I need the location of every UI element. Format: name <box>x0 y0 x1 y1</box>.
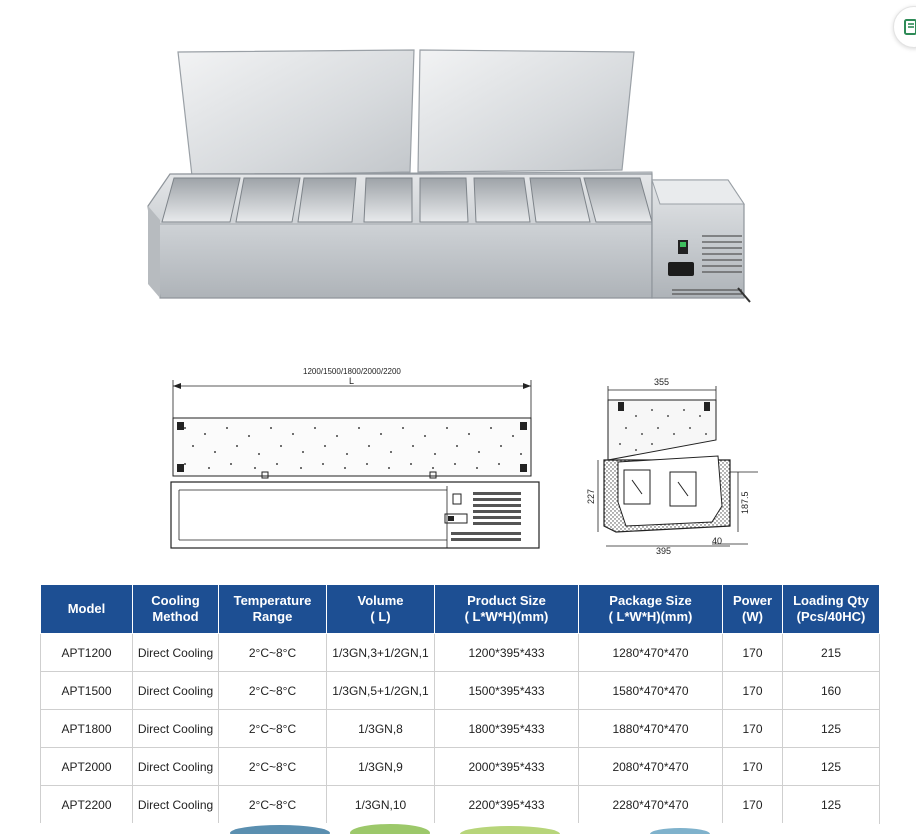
cell-cooling-method: Direct Cooling <box>133 786 219 824</box>
side-height-label: 227 <box>586 488 596 504</box>
cell-loading-qty: 125 <box>783 786 880 824</box>
cell-package-size: 2080*470*470 <box>579 748 723 786</box>
header-cooling-method: Cooling Method <box>133 585 219 634</box>
cell-temperature-range: 2°C~8°C <box>219 748 327 786</box>
cell-model: APT1500 <box>41 672 133 710</box>
cell-product-size: 1500*395*433 <box>435 672 579 710</box>
cell-cooling-method: Direct Cooling <box>133 748 219 786</box>
side-bottom-width-label: 395 <box>656 546 672 556</box>
header-package-size: Package Size ( L*W*H)(mm) <box>579 585 723 634</box>
cell-model: APT2200 <box>41 786 133 824</box>
cell-cooling-method: Direct Cooling <box>133 710 219 748</box>
table-row <box>41 710 880 748</box>
table-row <box>41 634 880 672</box>
cell-model: APT2000 <box>41 748 133 786</box>
product-photo <box>140 44 760 308</box>
table-row <box>41 748 880 786</box>
cell-temperature-range: 2°C~8°C <box>219 786 327 824</box>
specification-table <box>40 584 880 824</box>
length-symbol: L <box>349 376 355 386</box>
cell-package-size: 1280*470*470 <box>579 634 723 672</box>
cell-temperature-range: 2°C~8°C <box>219 672 327 710</box>
header-model: Model <box>41 585 133 634</box>
front-view-drawing <box>165 364 545 554</box>
cell-loading-qty: 215 <box>783 634 880 672</box>
cell-package-size: 2280*470*470 <box>579 786 723 824</box>
cell-product-size: 1800*395*433 <box>435 710 579 748</box>
cell-cooling-method: Direct Cooling <box>133 672 219 710</box>
header-temperature-range: Temperature Range <box>219 585 327 634</box>
cell-volume: 1/3GN,3+1/2GN,1 <box>327 634 435 672</box>
cell-product-size: 2000*395*433 <box>435 748 579 786</box>
next-image-strip <box>40 823 879 834</box>
cell-volume: 1/3GN,8 <box>327 710 435 748</box>
cell-loading-qty: 125 <box>783 748 880 786</box>
cell-loading-qty: 160 <box>783 672 880 710</box>
cell-cooling-method: Direct Cooling <box>133 634 219 672</box>
cell-package-size: 1580*470*470 <box>579 672 723 710</box>
cell-model: APT1200 <box>41 634 133 672</box>
side-top-width-label: 355 <box>654 377 670 387</box>
side-right-height-label: 187.5 <box>740 491 750 514</box>
header-product-size: Product Size ( L*W*H)(mm) <box>435 585 579 634</box>
cell-power: 170 <box>723 634 783 672</box>
table-row <box>41 672 880 710</box>
cell-power: 170 <box>723 710 783 748</box>
cell-power: 170 <box>723 748 783 786</box>
cell-power: 170 <box>723 786 783 824</box>
cell-volume: 1/3GN,9 <box>327 748 435 786</box>
header-power: Power (W) <box>723 585 783 634</box>
cell-volume: 1/3GN,5+1/2GN,1 <box>327 672 435 710</box>
cell-temperature-range: 2°C~8°C <box>219 710 327 748</box>
floating-book-button[interactable] <box>893 6 916 48</box>
cell-volume: 1/3GN,10 <box>327 786 435 824</box>
side-foot-label: 40 <box>712 536 723 546</box>
table-row <box>41 786 880 824</box>
cell-model: APT1800 <box>41 710 133 748</box>
cell-power: 170 <box>723 672 783 710</box>
cell-product-size: 1200*395*433 <box>435 634 579 672</box>
cell-product-size: 2200*395*433 <box>435 786 579 824</box>
cell-temperature-range: 2°C~8°C <box>219 634 327 672</box>
cell-package-size: 1880*470*470 <box>579 710 723 748</box>
side-view-drawing <box>580 376 760 560</box>
header-loading-qty: Loading Qty (Pcs/40HC) <box>783 585 880 634</box>
cell-loading-qty: 125 <box>783 710 880 748</box>
length-options-label: 1200/1500/1800/2000/2200 <box>303 367 401 376</box>
header-volume: Volume ( L) <box>327 585 435 634</box>
book-icon <box>904 19 916 35</box>
table-header-row <box>41 585 880 634</box>
